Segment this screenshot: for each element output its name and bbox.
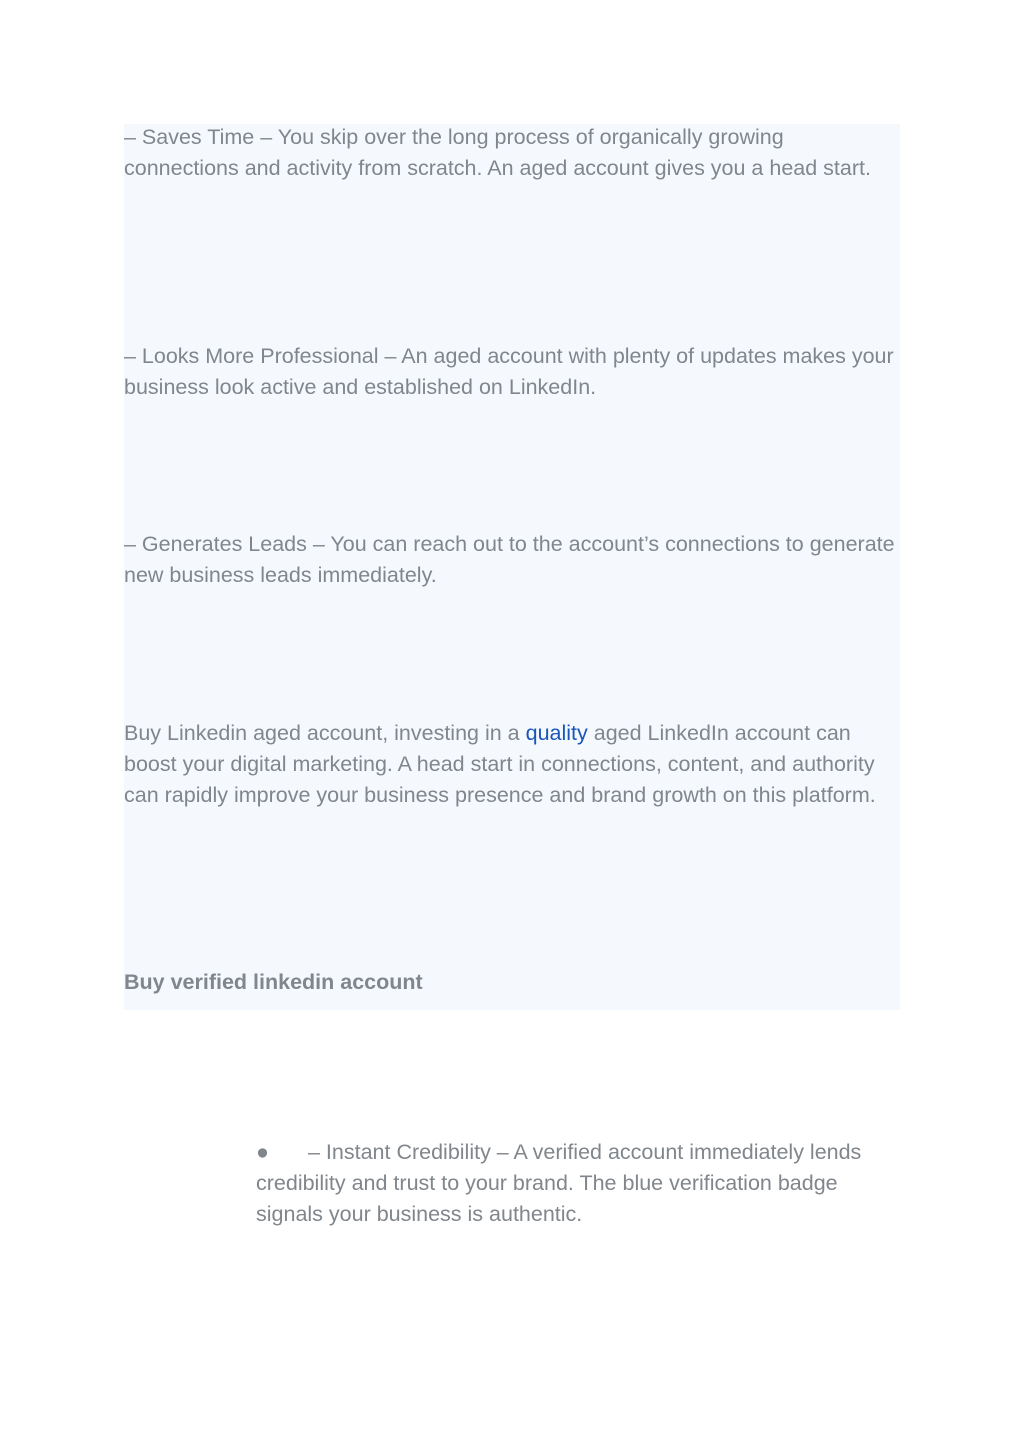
list-item-text: – Instant Credibility – A verified account immediately lends credibility and trust to your brand. The blue verification badge signals your business is authentic. xyxy=(256,1140,862,1226)
paragraph-saves-time: – Saves Time – You skip over the long process of organically growing connections and activity from scratch. An aged account gives you a head start. xyxy=(124,125,871,180)
paragraph-summary xyxy=(124,718,896,811)
section-heading: Buy verified linkedin account xyxy=(124,970,423,994)
summary-text-end: aged LinkedIn account can boost your digital marketing. A head start in connections, content, and authority can rapidly improve your business presence and brand growth on this platform. xyxy=(124,721,876,807)
paragraph-generates-leads: – Generates Leads – You can reach out to the account’s connections to generate new business leads immediately. xyxy=(124,532,895,587)
bullet-icon: ● xyxy=(256,1140,269,1164)
list-item xyxy=(256,1137,896,1230)
summary-text-start: Buy Linkedin aged account, investing in a xyxy=(124,721,526,745)
quality-link[interactable]: quality xyxy=(525,721,588,745)
paragraph-looks-professional: – Looks More Professional – An aged account with plenty of updates makes your business look active and established on LinkedIn. xyxy=(124,344,894,399)
